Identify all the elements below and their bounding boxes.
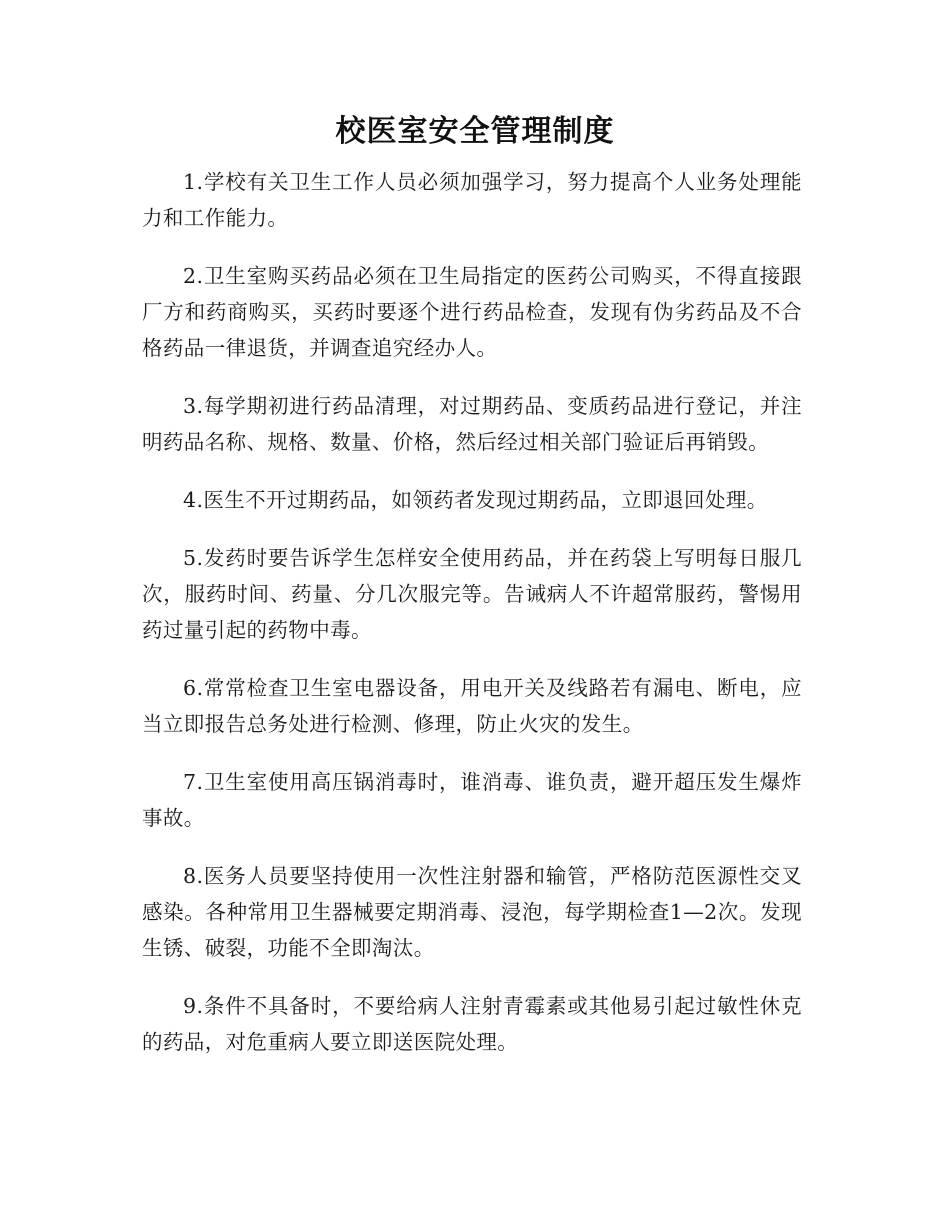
paragraph-5: 5.发药时要告诉学生怎样安全使用药品，并在药袋上写明每日服几次，服药时间、药量、分几次服完等。告诫病人不许超常服药，警惕用药过量引起的药物中毒。 — [142, 546, 802, 642]
paragraph-7: 7.卫生室使用高压锅消毒时，谁消毒、谁负责，避开超压发生爆炸事故。 — [142, 770, 802, 830]
document-title: 校医室安全管理制度 — [335, 114, 615, 149]
paragraph-2: 2.卫生室购买药品必须在卫生局指定的医药公司购买，不得直接跟厂方和药商购买，买药时要逐个进行药品检查，发现有伪劣药品及不合格药品一律退货，并调查追究经办人。 — [142, 264, 802, 360]
paragraph-4: 4.医生不开过期药品，如领药者发现过期药品，立即退回处理。 — [183, 488, 768, 512]
paragraph-8: 8.医务人员要坚持使用一次性注射器和输管，严格防范医源性交叉感染。各种常用卫生器械要定期消毒、浸泡，每学期检查1—2次。发现生锈、破裂，功能不全即淘汰。 — [142, 864, 802, 960]
paragraph-1: 1.学校有关卫生工作人员必须加强学习，努力提高个人业务处理能力和工作能力。 — [142, 170, 802, 230]
paragraph-3: 3.每学期初进行药品清理，对过期药品、变质药品进行登记，并注明药品名称、规格、数量、价格，然后经过相关部门验证后再销毁。 — [142, 394, 802, 454]
paragraph-9: 9.条件不具备时，不要给病人注射青霉素或其他易引起过敏性休克的药品，对危重病人要立即送医院处理。 — [142, 994, 802, 1054]
document-body — [142, 164, 802, 1082]
paragraph-6: 6.常常检查卫生室电器设备，用电开关及线路若有漏电、断电，应当立即报告总务处进行检测、修理，防止火灾的发生。 — [142, 676, 802, 736]
